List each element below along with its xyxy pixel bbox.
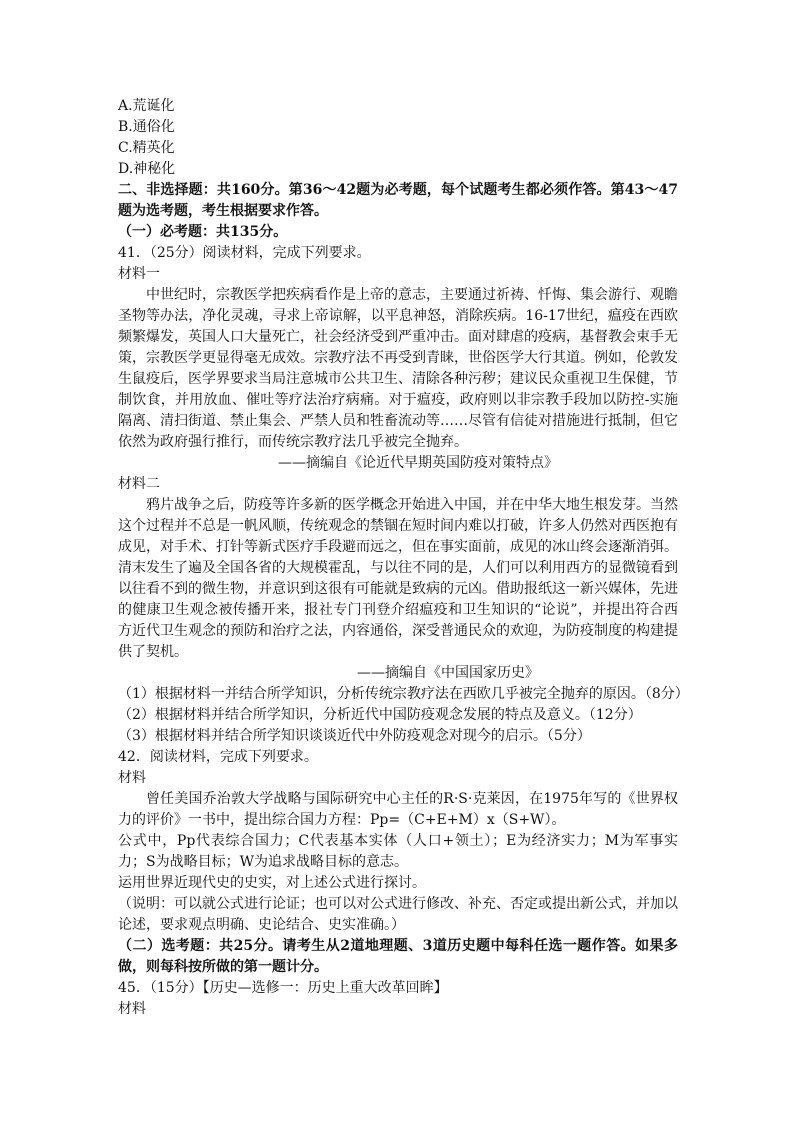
question-42-material-label: 材料 bbox=[118, 770, 146, 786]
question-45-stem: 45．（15分）【历史—选修一：历史上重大改革回眸】 bbox=[118, 980, 448, 996]
sub-question-2: （2）根据材料并结合所学知识，分析近代中国防疫观念发展的特点及意义。（12分） bbox=[118, 707, 642, 723]
material-2-source: ——摘编自《中国国家历史》 bbox=[357, 665, 539, 681]
option-b: B.通俗化 bbox=[118, 119, 175, 135]
material-1-label: 材料一 bbox=[118, 266, 160, 282]
material-1-text: 中世纪时，宗教医学把疾病看作是上帝的意志，主要通过祈祷、忏悔、集会游行、观瞻圣物等办法，净化灵魂，寻求上帝谅解，以平息神怒，消除疾病。16-17世纪，瘟疫在西欧频繁爆发，英国人口大量死亡，社会经济受到严重冲击。面对肆虐的疫病，基督教会束手无策，宗教医学更显得毫无成效。宗教疗法不再受到青睐，世俗医学大行其道。例如，伦敦发生鼠疫后，医学界要求当局注意城市公共卫生、清除各种污秽；建议民众重视卫生保健，节制饮食，并用放血、催吐等疗法治疗病痛。对于瘟疫，政府则以非宗教手段加以防控-实施隔离、清扫街道、禁止集会、严禁人员和牲畜流动等……尽管有信徒对措施进行抵制，但它依然为政府强行推行，而传统宗教疗法几乎被完全抛弃。 bbox=[118, 287, 678, 450]
question-42-task: 运用世界近现代史的史实，对上述公式进行探讨。 bbox=[118, 875, 426, 891]
question-45 bbox=[118, 978, 678, 1020]
material-2-label: 材料二 bbox=[118, 476, 160, 492]
question-42-stem: 42．阅读材料，完成下列要求。 bbox=[118, 749, 318, 765]
material-2-text: 鸦片战争之后，防疫等许多新的医学概念开始进入中国，并在中华大地生根发芽。当然这个过程并不总是一帆风顺，传统观念的禁锢在短时间内难以打破，许多人仍然对西医抱有成见，对手术、打针等新式医疗手段避而远之，但在事实面前，成见的冰山终会逐渐消弭。清末发生了遍及全国各省的大规模霍乱，与以往不同的是，人们可以利用西方的显微镜看到以往看不到的微生物，并意识到这很有可能就是致病的元凶。借助报纸这一新兴媒体，先进的健康卫生观念被传播开来，报社专门刊登介绍瘟疫和卫生知识的“论说”，并提出符合西方近代卫生观念的预防和治疗之法，内容通俗，深受普通民众的欢迎，为防疫制度的构建提供了契机。 bbox=[118, 497, 678, 660]
question-42 bbox=[118, 747, 678, 936]
option-c: C.精英化 bbox=[118, 140, 175, 156]
material-1-source: ——摘编自《论近代早期英国防疫对策特点》 bbox=[278, 455, 558, 471]
question-45-material-label: 材料 bbox=[118, 1001, 146, 1017]
section2-heading: 二、非选择题：共160分。第36～42题为必考题，每个试题考生都必须作答。第43～47题为选考题，考生根据要求作答。 bbox=[118, 182, 678, 219]
question-41 bbox=[118, 243, 689, 747]
option-a: A.荒诞化 bbox=[118, 98, 175, 114]
exam-page bbox=[118, 96, 689, 1020]
formula-note: 公式中，Pp代表综合国力；C代表基本实体（人口+领土）；E为经济实力；M为军事实力；S为战略目标；W为追求战略目标的意志。 bbox=[118, 833, 678, 870]
sub-question-1: （1）根据材料一并结合所学知识，分析传统宗教疗法在西欧几乎被完全抛弃的原因。（8分） bbox=[118, 686, 689, 702]
elective-heading: （二）选考题：共25分。请考生从2道地理题、3道历史题中每科任选一题作答。如果多做，则每科按所做的第一题计分。 bbox=[118, 938, 678, 975]
question-42-material-text: 曾任美国乔治敦大学战略与国际研究中心主任的R·S·克莱因，在1975年写的《世界权力的评价》一书中，提出综合国力方程：Pp=（C+E+M）x（S+W）。 bbox=[118, 791, 678, 828]
required-heading: （一）必考题：共135分。 bbox=[118, 224, 288, 240]
answer-options bbox=[118, 96, 678, 180]
question-41-stem: 41．（25分）阅读材料，完成下列要求。 bbox=[118, 245, 371, 261]
sub-question-3: （3）根据材料并结合所学知识谈谈近代中外防疫观念对现今的启示。（5分） bbox=[118, 728, 591, 744]
question-42-explanation: （说明：可以就公式进行论证；也可以对公式进行修改、补充、否定或提出新公式，并加以论述，要求观点明确、史论结合、史实准确。） bbox=[118, 896, 678, 933]
option-d: D.神秘化 bbox=[118, 161, 176, 177]
